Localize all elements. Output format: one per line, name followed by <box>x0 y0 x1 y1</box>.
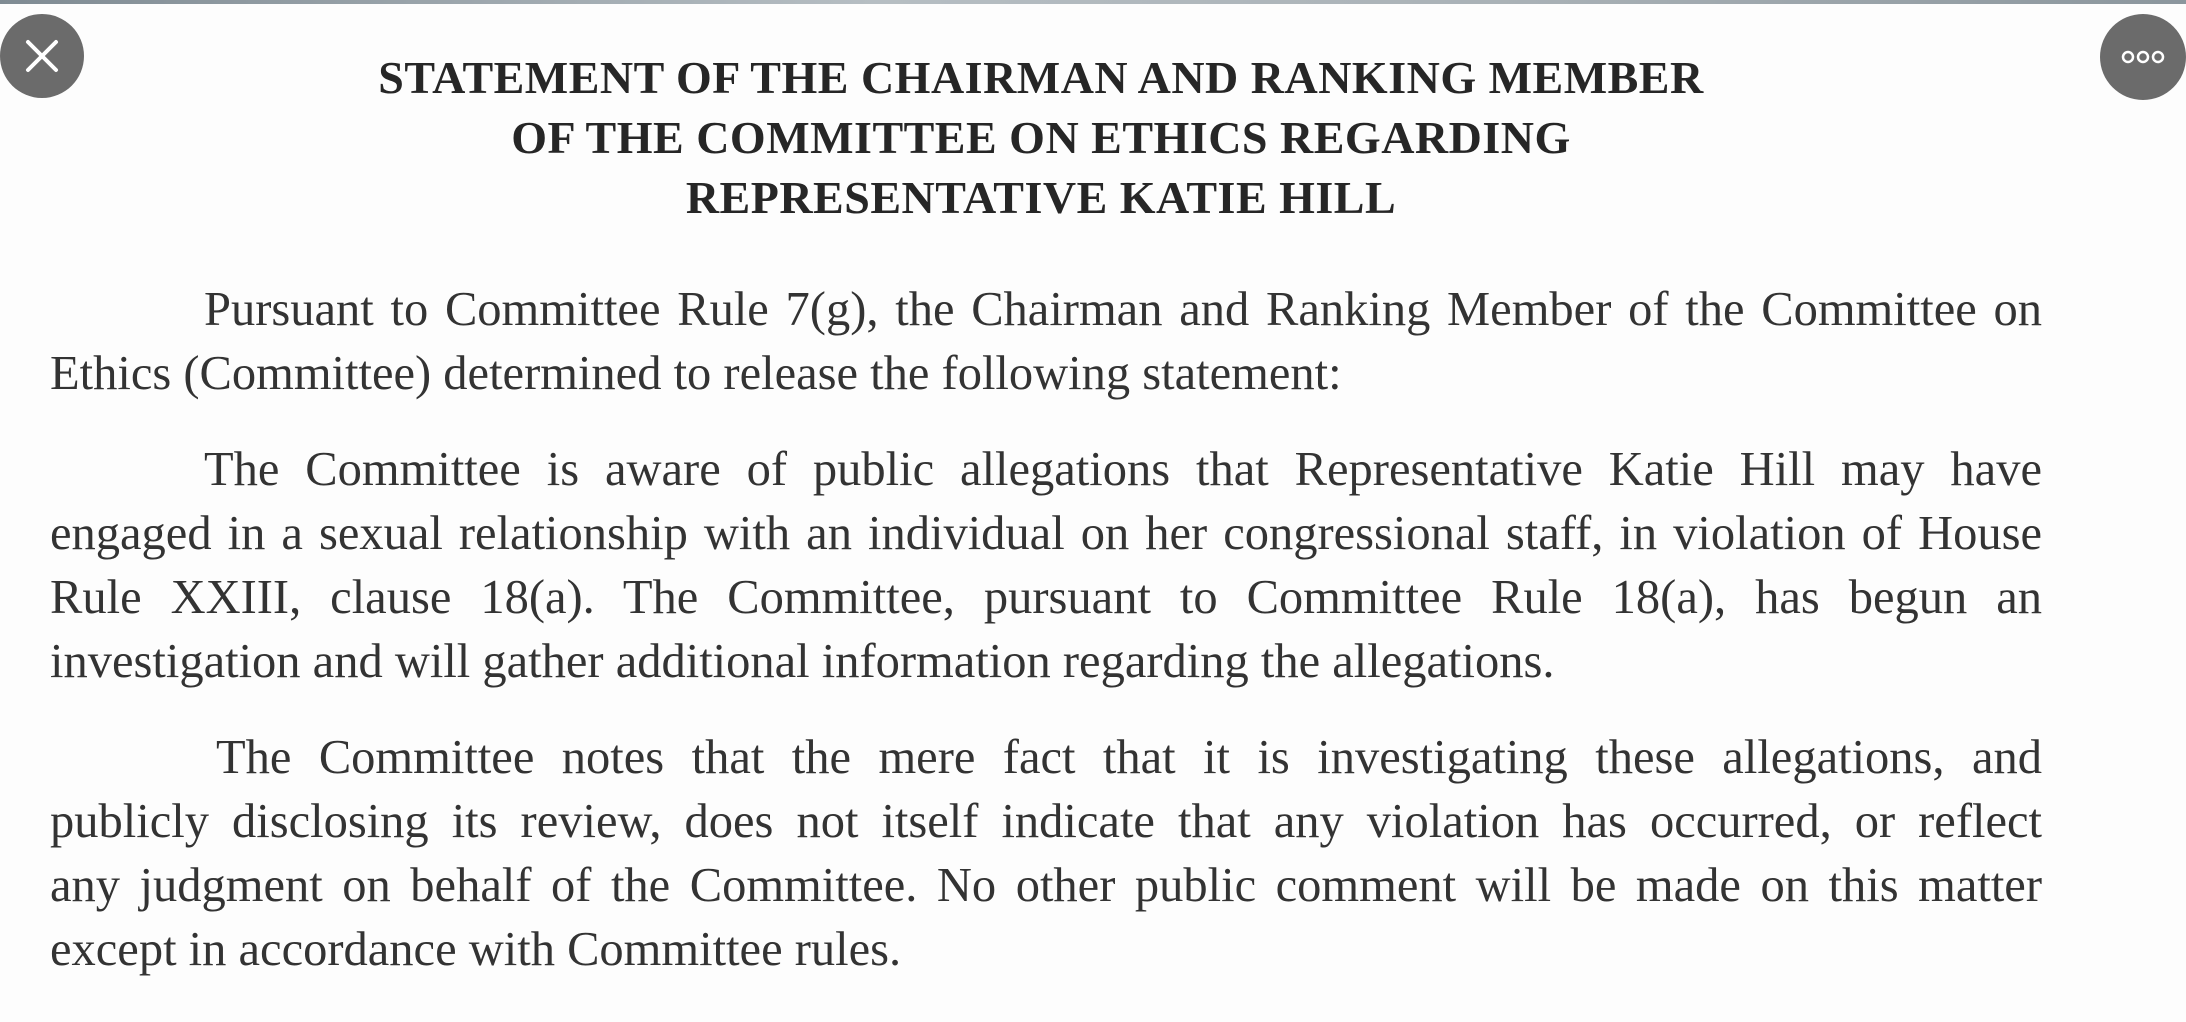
paragraph-rule-7g <box>50 278 2042 406</box>
paragraph-line: Pursuant to Committee Rule 7(g), the Chairman and Ranking Member of the Committee on <box>204 283 2042 336</box>
heading-line: OF THE COMMITTEE ON ETHICS REGARDING <box>511 112 1571 163</box>
document-page <box>50 48 2042 982</box>
paragraph-line: investigation and will gather additional information regarding the allegations. <box>50 635 1555 688</box>
paragraph-line: publicly disclosing its review, does not itself indicate that any violation has occurred, or reflect <box>50 795 2042 848</box>
more-options-icon <box>2121 50 2165 64</box>
paragraph-allegations <box>50 438 2042 694</box>
top-strip <box>0 0 2186 4</box>
paragraph-line: any judgment on behalf of the Committee. No other public comment will be made on this matter <box>50 859 2042 912</box>
heading-line: STATEMENT OF THE CHAIRMAN AND RANKING MEMBER <box>378 52 1704 103</box>
paragraph-line: The Committee notes that the mere fact that it is investigating these allegations, and <box>216 731 2042 784</box>
more-options-button[interactable] <box>2100 14 2186 100</box>
paragraph-line: except in accordance with Committee rules. <box>50 923 902 976</box>
statement-heading <box>40 48 2042 228</box>
paragraph-line: Ethics (Committee) determined to release the following statement: <box>50 347 1342 400</box>
paragraph-line: Rule XXIII, clause 18(a). The Committee, pursuant to Committee Rule 18(a), has begun an <box>50 571 2042 624</box>
paragraph-line: The Committee is aware of public allegations that Representative Katie Hill may have <box>204 443 2042 496</box>
paragraph-notes <box>50 726 2042 982</box>
paragraph-line: engaged in a sexual relationship with an individual on her congressional staff, in violation of House <box>50 507 2042 560</box>
heading-line: REPRESENTATIVE KATIE HILL <box>685 172 1397 223</box>
